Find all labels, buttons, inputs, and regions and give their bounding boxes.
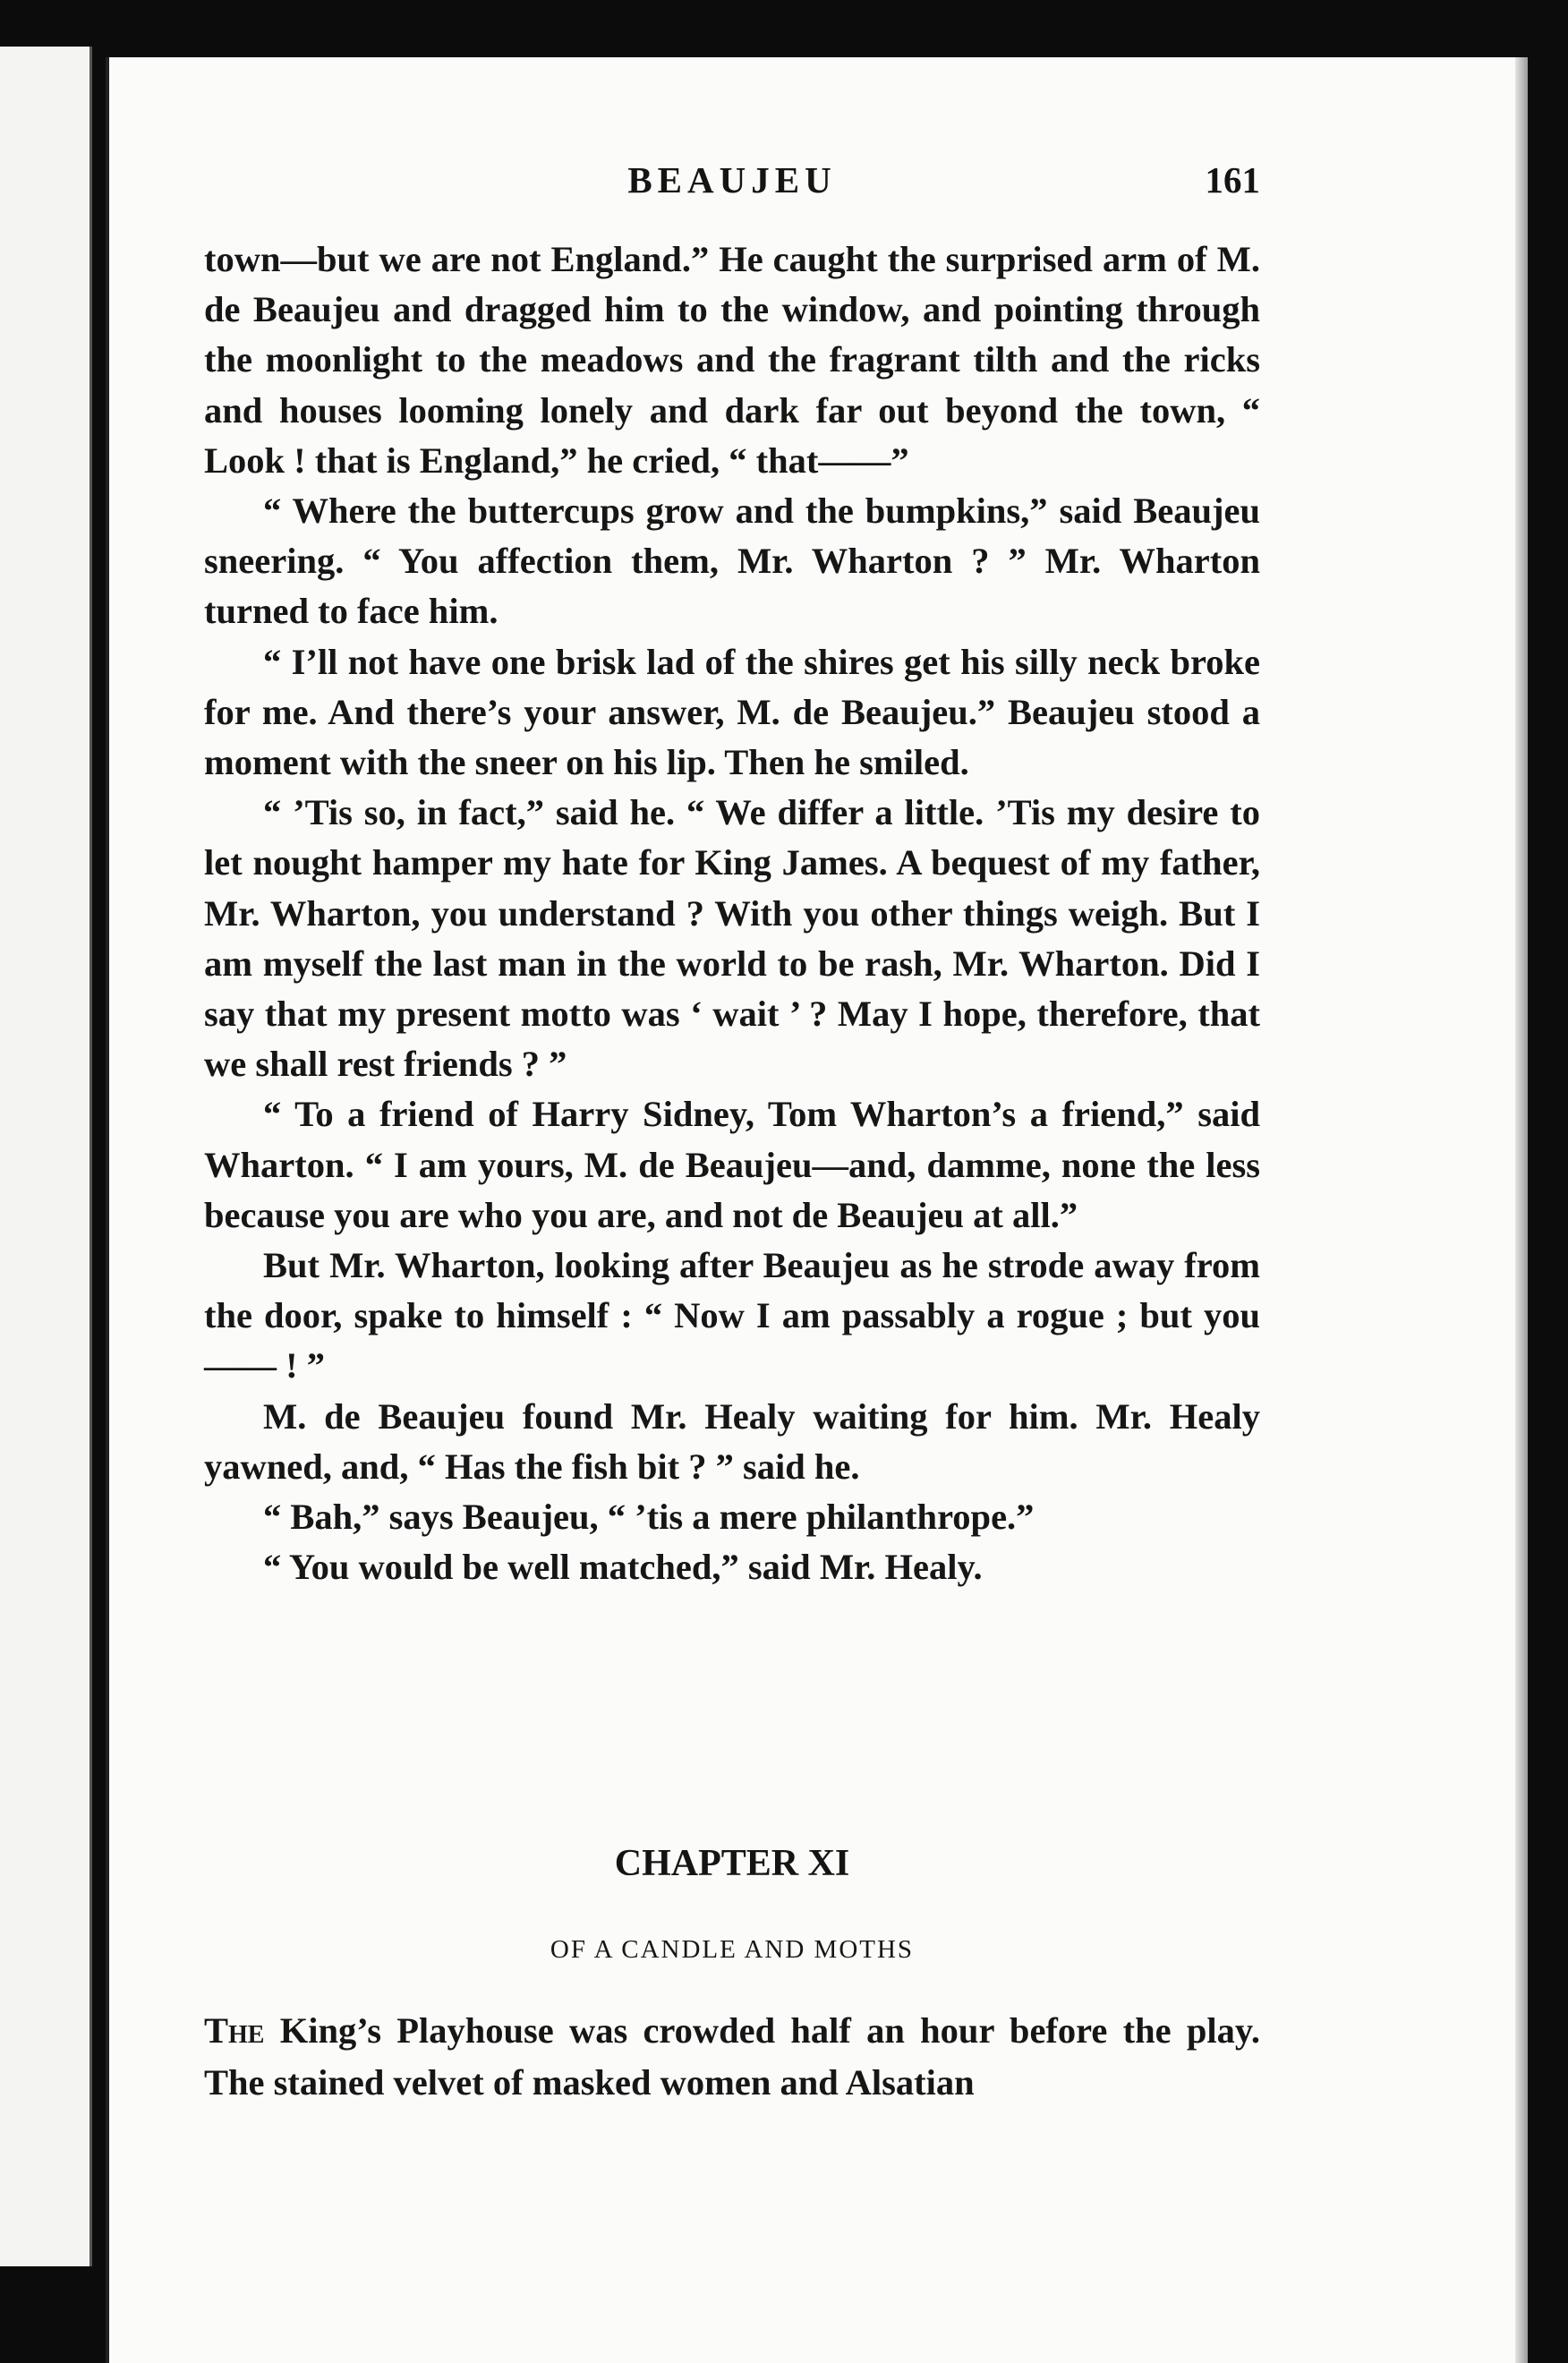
running-head — [204, 158, 1260, 230]
page-edge-shadow — [1515, 57, 1528, 2363]
chapter-opening-paragraph — [204, 2005, 1260, 2109]
paragraph: “ You would be well matched,” said Mr. Healy. — [263, 1547, 983, 1588]
chapter-opening-text — [204, 2005, 1260, 2109]
body-text — [204, 235, 1260, 1592]
chapter-subtitle: OF A CANDLE AND MOTHS — [550, 1935, 915, 1964]
running-head-title: BEAUJEU — [627, 159, 837, 200]
paragraph: “ To a friend of Harry Sidney, Tom Wharton’s a friend,” said Wharton. “ I am yours, M. de Beaujeu—and, damme, none the less because you are who you are, and not de Beaujeu at all.” — [204, 1094, 1260, 1235]
paragraph: “ Where the buttercups grow and the bumpkins,” said Beaujeu sneering. “ You affection them, Mr. Wharton ? ” Mr. Wharton turned to face him. — [204, 491, 1260, 632]
facing-page-edge — [0, 47, 92, 2266]
chapter-heading: CHAPTER XI — [614, 1843, 850, 1884]
opening-text: King’s Playhouse was crowded half an hour before the play. The stained velvet of masked women and Alsatian — [204, 2010, 1260, 2103]
paragraph: “ ’Tis so, in fact,” said he. “ We differ a little. ’Tis my desire to let nought hamper my hate for King James. A bequest of my father, Mr. Wharton, you understand ? With you other things weigh. But I am myself the last man in the world to be rash, Mr. Wharton. Did I say that my present motto was ‘ wait ’ ? May I hope, therefore, that we shall rest friends ? ” — [204, 792, 1260, 1085]
paragraph: “ Bah,” says Beaujeu, “ ’tis a mere philanthrope.” — [263, 1497, 1035, 1538]
paragraph: “ I’ll not have one brisk lad of the shires get his silly neck broke for me. And there’s your answer, M. de Beaujeu.” Beaujeu stood a moment with the sneer on his lip. Then he smiled. — [204, 641, 1260, 783]
paragraph: town—but we are not England.” He caught the surprised arm of M. de Beaujeu and dragged him to the window, and pointing through the moonlight to the meadows and the fragrant tilth and the ricks and houses looming lonely and dark far out beyond the town, “ Look ! that is England,” he cried, “ that——” — [204, 239, 1260, 481]
opening-word: The — [204, 2010, 265, 2051]
paragraph: But Mr. Wharton, looking after Beaujeu as he strode away from the door, spake to himself : “ Now I am passably a rogue ; but you—— ! ” — [204, 1245, 1260, 1386]
page-number: 161 — [1205, 159, 1260, 200]
paragraph: M. de Beaujeu found Mr. Healy waiting for him. Mr. Healy yawned, and, “ Has the fish bit ? ” said he. — [204, 1395, 1260, 1487]
